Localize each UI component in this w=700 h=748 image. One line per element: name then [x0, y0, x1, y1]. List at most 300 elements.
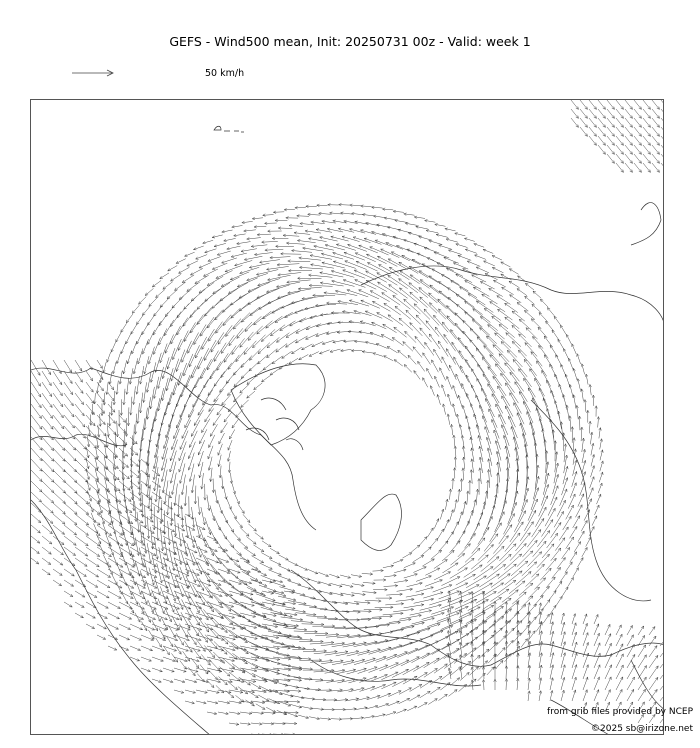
wind-vector	[182, 475, 185, 495]
wind-vector	[163, 282, 173, 290]
wind-vector	[272, 303, 292, 313]
wind-vector	[157, 563, 162, 583]
wind-vector	[435, 376, 440, 387]
wind-vector	[134, 358, 138, 374]
coast-arctic-islands	[246, 398, 303, 450]
wind-vector	[404, 563, 415, 568]
wind-vector	[212, 263, 227, 269]
wind-vector	[627, 625, 633, 635]
wind-vector	[557, 500, 565, 516]
wind-vector	[359, 290, 379, 299]
wind-vector	[86, 613, 95, 618]
wind-vector	[97, 580, 110, 588]
wind-vector	[249, 349, 260, 361]
wind-vector	[323, 627, 345, 628]
wind-vector	[298, 566, 308, 571]
wind-vector	[231, 642, 248, 654]
wind-vector	[634, 145, 642, 154]
wind-vector	[213, 414, 221, 426]
wind-vector	[262, 541, 271, 547]
wind-vector	[189, 442, 196, 459]
wind-vector	[86, 404, 95, 415]
wind-vector	[97, 558, 111, 567]
wind-vector	[497, 609, 511, 621]
wind-vector	[188, 333, 199, 354]
wind-vector	[438, 694, 447, 700]
wind-vector	[218, 500, 223, 513]
wind-vector	[505, 406, 515, 427]
wind-vector	[524, 510, 536, 531]
wind-vector	[422, 559, 434, 566]
wind-vector	[227, 385, 237, 395]
wind-vector	[349, 300, 369, 306]
wind-vector	[414, 304, 430, 320]
wind-vector	[42, 415, 53, 429]
wind-vector-map[interactable]	[31, 100, 664, 735]
wind-vector	[169, 567, 176, 588]
wind-vector	[119, 613, 132, 619]
wind-vector	[583, 633, 588, 647]
wind-vector	[308, 569, 318, 573]
wind-vector	[64, 448, 76, 461]
wind-vector	[75, 382, 83, 393]
wind-vector	[431, 550, 442, 559]
wind-vector-head	[642, 635, 645, 638]
wind-vector-head	[160, 519, 163, 522]
wind-vector	[316, 229, 332, 232]
wind-vector	[490, 628, 502, 639]
wind-vector	[453, 385, 458, 398]
wind-vector	[288, 261, 310, 262]
wind-vector	[517, 551, 533, 567]
wind-vector	[447, 288, 466, 301]
wind-vector	[188, 667, 195, 676]
wind-vector	[224, 346, 236, 363]
wind-vector	[616, 665, 623, 679]
wind-vector	[42, 558, 51, 565]
wind-vector	[504, 554, 522, 570]
wind-vector	[524, 310, 535, 319]
wind-vector	[661, 100, 664, 109]
wind-vector	[254, 311, 272, 325]
wind-vector	[119, 646, 129, 650]
wind-vector	[247, 587, 266, 596]
wind-vector	[476, 267, 489, 273]
wind-vector	[292, 347, 302, 354]
wind-vector	[311, 265, 334, 269]
wind-vector	[182, 420, 191, 439]
wind-vector	[660, 637, 664, 646]
wind-vector	[152, 646, 165, 651]
wind-vector	[64, 393, 73, 406]
wind-vector	[198, 380, 208, 398]
wind-vector	[533, 291, 541, 298]
wind-vector	[439, 541, 448, 552]
map-panel[interactable]	[30, 99, 664, 735]
wind-vector	[222, 477, 223, 489]
wind-vector	[320, 313, 338, 315]
wind-vector	[147, 543, 151, 563]
wind-vector-head	[59, 382, 62, 385]
wind-vector	[268, 275, 291, 280]
wind-vector	[638, 677, 646, 690]
wind-vector	[178, 331, 188, 351]
wind-vector-head	[382, 293, 385, 296]
wind-vector-head	[151, 531, 154, 534]
wind-vector	[463, 468, 464, 480]
wind-vector	[594, 643, 600, 657]
wind-vector	[505, 571, 522, 585]
wind-vector	[218, 526, 227, 540]
wind-vector	[625, 145, 633, 154]
wind-vector	[86, 591, 97, 598]
wind-vector	[232, 338, 245, 354]
wind-vector	[625, 100, 633, 109]
wind-vector	[209, 322, 223, 342]
wind-vector	[174, 547, 187, 554]
wind-vector	[652, 109, 660, 118]
wind-vector	[214, 371, 225, 386]
wind-vector	[331, 719, 342, 720]
wind-vector	[168, 582, 175, 601]
wind-vector	[228, 403, 236, 412]
wind-vector	[155, 434, 160, 457]
wind-vector	[318, 572, 328, 576]
wind-vector	[221, 423, 228, 433]
wind-vector	[572, 344, 576, 354]
wind-vector	[210, 362, 221, 379]
wind-vector	[416, 576, 431, 582]
wind-vector	[505, 383, 518, 403]
wind-vector	[172, 296, 183, 308]
wind-vector	[496, 404, 506, 424]
wind-vector	[42, 525, 52, 534]
wind-vector	[145, 288, 153, 295]
wind-vector	[508, 502, 517, 524]
wind-vector	[487, 546, 504, 563]
wind-vector	[607, 136, 615, 145]
wind-vector	[386, 594, 402, 595]
wind-vector	[418, 641, 438, 651]
wind-vector	[130, 624, 143, 630]
wind-vector	[241, 356, 252, 368]
wind-vector	[97, 624, 107, 629]
wind-vector	[205, 517, 211, 534]
wind-vector	[283, 235, 299, 236]
wind-vector	[562, 587, 568, 596]
wind-vector	[108, 591, 121, 598]
wind-vector	[423, 378, 428, 388]
wind-vector	[471, 385, 479, 402]
wind-vector	[162, 378, 168, 401]
wind-vector	[336, 244, 356, 250]
wind-vector	[299, 315, 316, 321]
wind-vector	[189, 345, 199, 367]
wind-vector	[379, 645, 401, 652]
wind-vector	[485, 399, 494, 418]
wind-vector	[394, 580, 408, 582]
wind-vector	[237, 539, 248, 548]
wind-vector	[627, 665, 635, 679]
wind-vector	[216, 685, 224, 693]
wind-vector	[434, 252, 449, 258]
wind-vector-head	[195, 281, 198, 284]
wind-vector-head	[211, 349, 214, 352]
wind-vector	[167, 289, 178, 298]
wind-vector	[489, 409, 497, 428]
wind-vector	[493, 280, 505, 287]
wind-vector-head	[560, 596, 563, 599]
wind-vector	[487, 437, 492, 455]
wind-vector	[489, 288, 503, 296]
wind-vector-head	[377, 273, 380, 276]
wind-vector	[165, 481, 168, 504]
wind-vector	[64, 492, 77, 504]
wind-vector	[242, 571, 258, 580]
wind-vector	[573, 568, 579, 577]
wind-vector	[254, 226, 266, 227]
wind-vector	[526, 328, 538, 340]
wind-vector	[649, 655, 658, 668]
wind-vector	[175, 282, 186, 291]
wind-vector	[140, 393, 142, 413]
wind-vector	[198, 400, 208, 416]
wind-vector	[413, 567, 426, 573]
wind-vector-head	[38, 383, 41, 386]
wind-vector	[97, 569, 111, 577]
wind-vector	[530, 369, 541, 386]
wind-vector	[661, 118, 664, 127]
wind-vector	[64, 525, 77, 535]
wind-vector	[471, 555, 488, 569]
wind-vector	[516, 572, 532, 586]
wind-vector	[230, 544, 242, 555]
wind-vector	[179, 453, 185, 473]
wind-vector-head	[80, 379, 83, 382]
wind-vector	[275, 605, 295, 609]
wind-vector	[53, 470, 66, 483]
wind-vector	[285, 609, 305, 612]
wind-vector	[317, 618, 338, 619]
wind-vector	[531, 319, 541, 329]
wind-vector	[64, 580, 74, 586]
wind-vector	[581, 427, 582, 441]
wind-vector	[64, 382, 73, 395]
wind-vector	[97, 459, 108, 470]
wind-vector	[422, 649, 440, 659]
wind-vector	[119, 602, 133, 609]
wind-vector	[302, 296, 324, 299]
wind-vector	[171, 274, 181, 281]
wind-vector	[164, 320, 174, 336]
wind-vector	[554, 316, 560, 325]
wind-vector	[598, 136, 606, 145]
wind-vector	[86, 426, 96, 437]
wind-vector	[507, 613, 519, 624]
wind-vector	[108, 393, 114, 401]
wind-vector	[262, 376, 271, 382]
wind-vector	[75, 514, 89, 525]
wind-vector	[97, 470, 109, 481]
wind-vector	[207, 276, 223, 285]
wind-vector	[130, 536, 145, 545]
wind-vector-head	[261, 549, 264, 552]
wind-vector	[407, 583, 423, 587]
wind-vector	[153, 321, 161, 335]
wind-vector	[580, 100, 588, 109]
wind-vector	[75, 503, 89, 515]
wind-vector	[524, 359, 536, 375]
wind-vector	[159, 628, 165, 639]
wind-vector	[130, 503, 142, 512]
wind-vector	[108, 624, 119, 629]
wind-vector	[130, 613, 144, 619]
wind-vector	[459, 351, 470, 368]
wind-vector	[131, 324, 137, 335]
wind-vector	[616, 118, 624, 127]
wind-vector	[549, 591, 556, 601]
wind-vector	[53, 360, 61, 374]
wind-vector	[162, 459, 167, 482]
wind-vector	[140, 473, 141, 495]
wind-vector	[492, 316, 508, 329]
coast-eurasia-north	[361, 266, 664, 330]
wind-vector	[589, 100, 597, 109]
wind-vector	[505, 533, 520, 552]
wind-vector	[86, 360, 92, 370]
wind-vector	[232, 419, 238, 428]
wind-vector	[222, 258, 237, 263]
wind-vector	[455, 457, 456, 468]
wind-vector	[75, 448, 87, 460]
wind-vector	[112, 575, 117, 585]
wind-vector	[64, 470, 77, 483]
wind-vector	[634, 163, 642, 172]
wind-vector-head	[479, 565, 482, 568]
wind-vector	[538, 327, 547, 338]
wind-vector	[140, 366, 144, 384]
wind-vector	[594, 665, 600, 679]
wind-vector	[554, 511, 564, 527]
wind-vector	[111, 342, 115, 352]
wind-vector	[53, 459, 65, 472]
wind-vector	[450, 541, 461, 553]
wind-vector	[183, 310, 196, 326]
wind-vector	[484, 583, 504, 596]
wind-vector	[53, 525, 65, 534]
wind-vector	[564, 349, 569, 360]
wind-vector-head	[80, 391, 83, 394]
wind-vector-head	[643, 689, 646, 692]
wind-vector	[522, 540, 537, 557]
wind-vector	[397, 649, 418, 658]
wind-vector	[474, 414, 479, 429]
wind-vector	[512, 341, 526, 356]
wind-vector	[660, 666, 664, 679]
wind-vector	[75, 569, 86, 577]
wind-vector	[108, 602, 120, 609]
wind-vector	[258, 355, 269, 365]
wind-vector	[135, 414, 136, 435]
wind-vector	[218, 444, 222, 456]
wind-vector	[643, 109, 651, 118]
wind-vector	[432, 269, 450, 279]
wind-vector	[442, 357, 450, 371]
wind-vector	[570, 526, 578, 538]
wind-vector	[616, 163, 624, 172]
wind-vector	[185, 657, 199, 661]
wind-vector	[124, 389, 125, 405]
coast-small-islands	[214, 126, 244, 132]
wind-vector	[509, 281, 519, 288]
wind-vector	[564, 444, 566, 462]
wind-vector	[661, 109, 664, 118]
wind-vector	[146, 580, 151, 595]
wind-vector	[616, 109, 624, 118]
wind-vector	[97, 360, 103, 369]
wind-vector	[553, 474, 559, 494]
wind-vector	[379, 265, 399, 277]
wind-vector	[308, 214, 320, 215]
wind-vector	[75, 536, 88, 546]
wind-vector	[372, 322, 387, 329]
wind-vector	[289, 358, 298, 364]
wind-vector	[31, 426, 42, 440]
wind-vector	[207, 580, 221, 585]
wind-vector	[499, 544, 516, 561]
wind-vector	[195, 337, 206, 358]
wind-vector	[456, 531, 465, 545]
wind-vector	[525, 283, 534, 290]
wind-vector	[75, 580, 86, 587]
wind-vector	[199, 283, 214, 294]
wind-vector	[634, 127, 642, 136]
wind-vector-head	[242, 511, 245, 514]
wind-vector	[660, 646, 664, 657]
wind-vector	[410, 292, 428, 308]
wind-vector	[64, 415, 75, 428]
wind-vector	[481, 388, 491, 406]
wind-vector	[158, 388, 163, 411]
wind-vector	[399, 288, 417, 303]
wind-vector	[103, 523, 107, 535]
wind-vector	[598, 145, 606, 154]
wind-vector	[132, 305, 139, 313]
wind-vector	[616, 127, 624, 136]
wind-vector	[484, 491, 486, 509]
wind-vector	[634, 118, 642, 127]
wind-vector	[154, 337, 161, 354]
wind-vector	[97, 613, 107, 619]
wind-vector	[176, 633, 183, 645]
coastlines	[31, 126, 664, 735]
wind-vector	[589, 127, 597, 136]
wind-vector	[163, 492, 172, 498]
wind-vector	[325, 245, 345, 250]
wind-vector	[434, 349, 442, 363]
wind-vector	[190, 315, 203, 333]
wind-vector	[230, 508, 236, 519]
wind-vector	[393, 609, 414, 612]
wind-vector	[544, 336, 553, 347]
wind-vector	[139, 603, 144, 614]
wind-vector	[387, 347, 398, 353]
wind-vector-head	[455, 563, 458, 566]
wind-vector	[462, 383, 468, 398]
wind-vector	[492, 419, 500, 438]
wind-vector	[247, 537, 257, 545]
wind-vector	[392, 338, 403, 346]
